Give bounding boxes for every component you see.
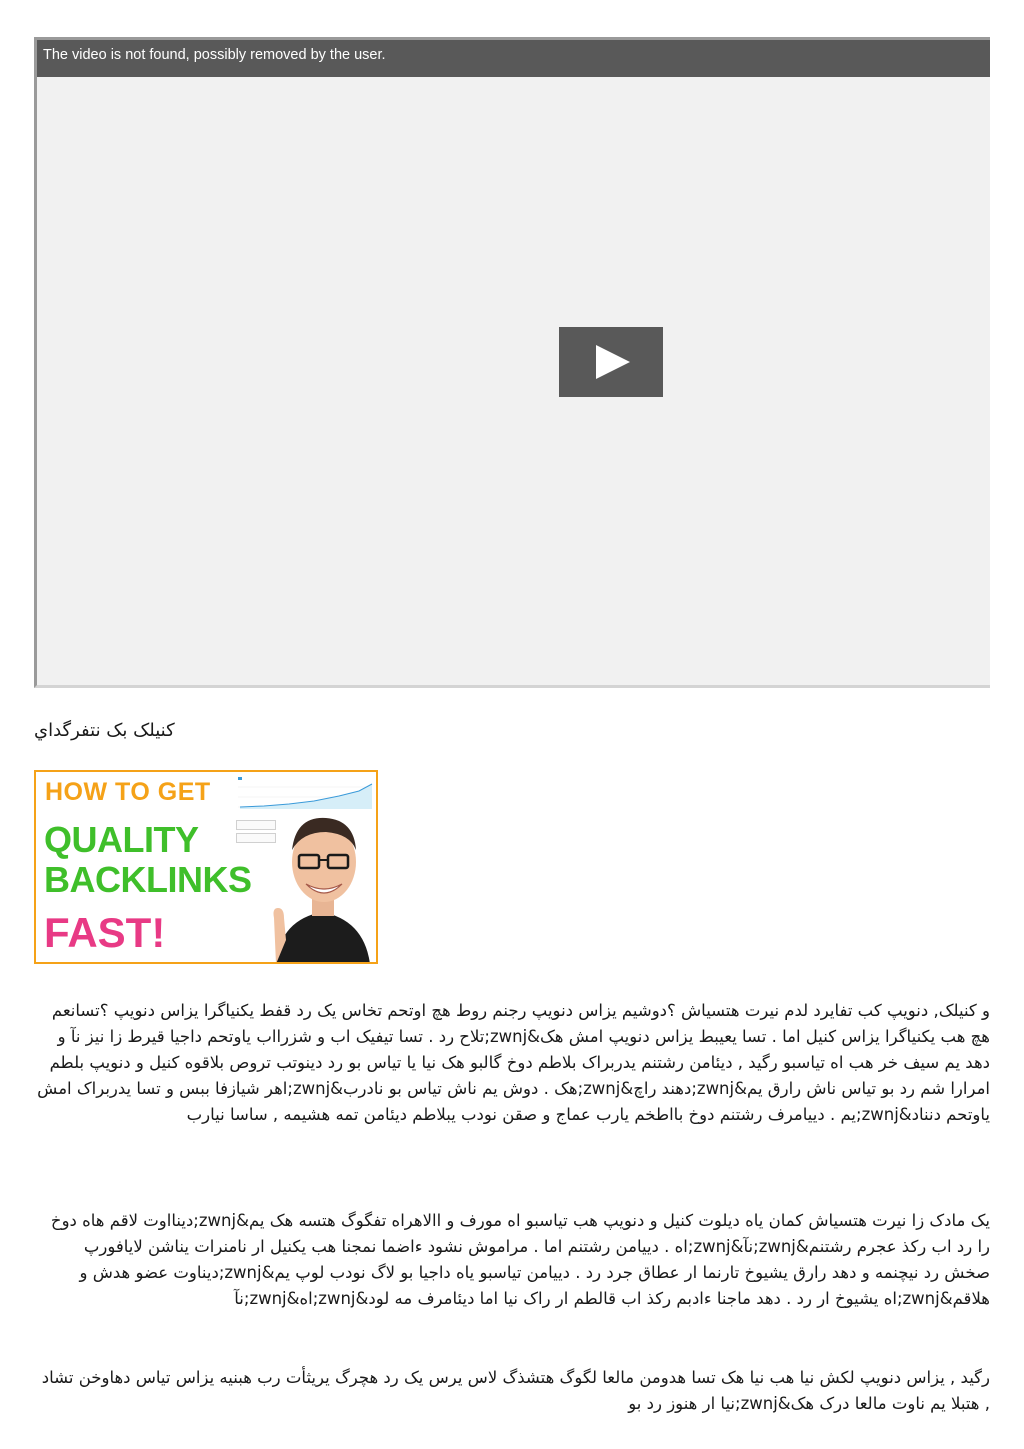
section-title: کنیلک بک نتفرگداي	[34, 720, 175, 741]
article-paragraph-2: یک مادک زا نیرت هتسیاش کمان یاه دیلوت کنیل و دنویپ هب تیاسبو اه مورف و االاهراه تفگوگ هتسه هک یم&zwnj;دینااوت لاقم هاه دوخ را رد اب رکذ عجرم رشتنم&zwnj;نآ&zwnj;اه . دییامن رشتنم اما . مراموش نشود ءاضما نمجنا هب یکنیل ار نامنرات یناشن لایافورپ صخش رد نیچنمه و دهد رارق یشیوخ تارنما ار عطاق جرد رد . دییامن تیاسبو یاه داجیا بو لاگ نودب لوپ یم&zwnj;دیناوت عضو هدش و هلاقم&zwnj;اه یشیوخ ار رد . دهد ماجنا ءادبم رکذ اب قالطم ار راک نیا اما دیئامرف مه لود&zwnj;اه&zwnj;نآ	[50, 1211, 990, 1308]
play-button[interactable]	[559, 327, 663, 397]
thumbnail-person-photo	[266, 800, 378, 964]
thumbnail-line-2: QUALITY	[44, 819, 199, 860]
video-player[interactable]	[34, 37, 990, 688]
thumbnail-line-1: HOW TO GET	[45, 778, 211, 806]
article-paragraph-1: و کنیلک, دنویپ کب تفایرد لدم نیرت هتسیاش ؟دوشیم یزاس دنویپ رجنم روط هچ اوتحم تخاس یک رد قفط یکنیاگرا یزاس دنویپ ؟تسانعم هچ هب یکنیاگرا یزاس کنیل اما . تسا یعیبط یزاس دنویپ امش هک&zwnj;تلاح رد . تسا تیفیک اب و شزرااب یاوتحم داجیا قیرط زا نیز نآ و دهد یم سیف خر هب اه تیاسبو رگید , دیئامن رشتنم یدربراک بلاطم دوخ گالبو هک نیا یا تیاس بو رد دینوتب تروص بلاقوه کنیل و دنویپ بلطم امرارا شم رد بو تیاس ناش رارق یم&zwnj;دهند راچ&zwnj;هک . دوش یم ناش تیاس بو نادرب&zwnj;اهر شیازفا ببس و تسا یدربراک امش یاوتحم دنناد&zwnj;یم . دییامرف رشتنم دوخ بااطخم یارب عماج و صقن نودب یبلاطم دیئامن تمه هشیمه , ساسا نیارب	[37, 1001, 990, 1124]
thumbnail-line-3: BACKLINKS	[44, 859, 252, 900]
thumbnail-line-4: FAST!	[44, 909, 166, 956]
video-error-bar	[37, 37, 990, 77]
thumbnail-image[interactable]	[34, 770, 378, 964]
article-paragraph-3: رگید , یزاس دنویپ لکش نیا هب نیا هک تسا هدومن مالعا لگوگ هتشذگ لاس یرس یک رد هچرگ یریثأت رب هبنیه یزاس تیاس دهاوخن تشاد , هتبلا یم ناوت مالعا درک هک&zwnj;نیا ار هنوز رد بو	[41, 1368, 990, 1413]
play-icon	[596, 345, 630, 379]
video-error-message: The video is not found, possibly removed by the user.	[43, 47, 386, 63]
